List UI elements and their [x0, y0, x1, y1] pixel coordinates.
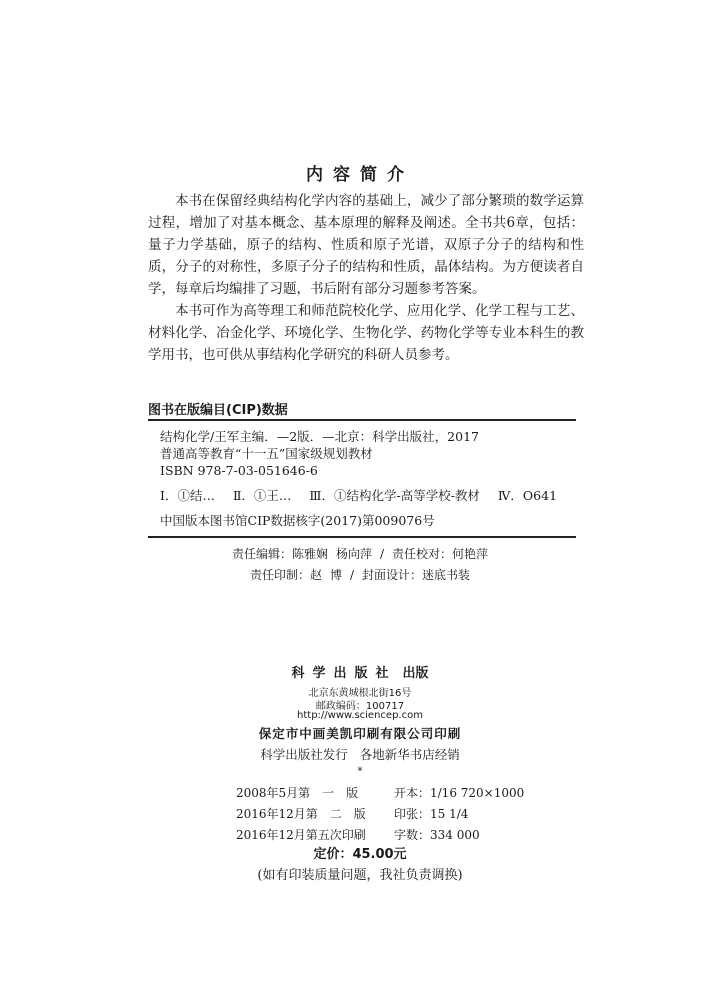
staff-separator: / [379, 547, 385, 561]
publisher-url: http://www.sciencep.com [297, 710, 423, 721]
edition-date: 2016年12月第 二 版 [236, 807, 366, 821]
cip-category: Ⅳ．O641 [497, 488, 558, 503]
publisher-title: 科学出版社 [291, 666, 397, 681]
cip-record [160, 428, 580, 479]
cip-categories [160, 486, 571, 504]
book-introduction [148, 190, 584, 366]
cip-number: 中国版本图书馆CIP数据核字(2017)第009076号 [160, 513, 435, 528]
publisher-address: 北京东黄城根北街16号 [308, 688, 412, 699]
staff-credit: 责任印制：赵 [249, 568, 322, 582]
separator-star: * [357, 766, 363, 777]
staff-credit: 责任校对：何艳萍 [392, 547, 489, 561]
page-title: 内容简介 [306, 165, 414, 185]
cip-isbn: ISBN 978-7-03-051646-6 [160, 463, 318, 478]
distributor: 各地新华书店经销 [359, 747, 460, 762]
edition-info: 印张：15 1/4 [394, 807, 469, 821]
quality-note: (如有印装质量问题，我社负责调换) [257, 868, 463, 883]
cip-category: Ⅲ．①结构化学-高等学校-教材 [309, 488, 480, 503]
distribution-line [0, 745, 720, 763]
price: 定价：45.00元 [313, 847, 407, 862]
edition-table [236, 783, 524, 846]
edition-date: 2016年12月第五次印刷 [236, 828, 366, 842]
publisher-postcode: 邮政编码：100717 [315, 701, 405, 712]
cip-series-line: 普通高等教育“十一五”国家级规划教材 [160, 446, 373, 461]
publisher-name [0, 662, 720, 681]
cip-category: Ⅱ．①王… [232, 488, 292, 503]
cip-title-line: 结构化学/王军主编．—2版．—北京：科学出版社，2017 [160, 429, 479, 444]
cip-bottom-rule [148, 536, 576, 538]
staff-credit: 杨向萍 [335, 547, 372, 561]
cip-category: Ⅰ．①结… [160, 488, 215, 503]
edition-row [236, 783, 524, 804]
edition-info: 开本：1/16 720×1000 [394, 786, 525, 800]
publisher-suffix: 出版 [402, 666, 429, 681]
staff-credit: 封面设计：迷底书装 [362, 568, 471, 582]
cip-top-rule [148, 419, 576, 421]
staff-line-editors [0, 545, 720, 562]
edition-info: 字数：334 000 [394, 828, 480, 842]
distributor: 科学出版社发行 [260, 747, 348, 762]
staff-credit: 责任编辑：陈雅娴 [231, 547, 328, 561]
intro-paragraph: 本书可作为高等理工和师范院校化学、应用化学、化学工程与工艺、材料化学、冶金化学、环境化学、生物化学、药物化学等专业本科生的教学用书，也可供从事结构化学研究的科研人员参考。 [148, 303, 584, 363]
cip-heading: 图书在版编目(CIP)数据 [148, 403, 288, 418]
edition-row [236, 804, 524, 825]
printer-credit: 保定市中画美凯印刷有限公司印刷 [258, 726, 462, 741]
staff-credit: 博 [329, 568, 342, 582]
edition-date: 2008年5月第 一 版 [236, 786, 359, 800]
staff-separator: / [349, 568, 355, 582]
intro-paragraph: 本书在保留经典结构化学内容的基础上，减少了部分繁琐的数学运算过程，增加了对基本概念、基本原理的解释及阐述。全书共6章，包括：量子力学基础，原子的结构、性质和原子光谱，双原子分子的结构和性质，分子的对称性，多原子分子的结构和性质，晶体结构。为方便读者自学，每章后均编排了习题，书后附有部分习题参考答案。 [148, 193, 584, 297]
staff-line-production [0, 566, 720, 583]
